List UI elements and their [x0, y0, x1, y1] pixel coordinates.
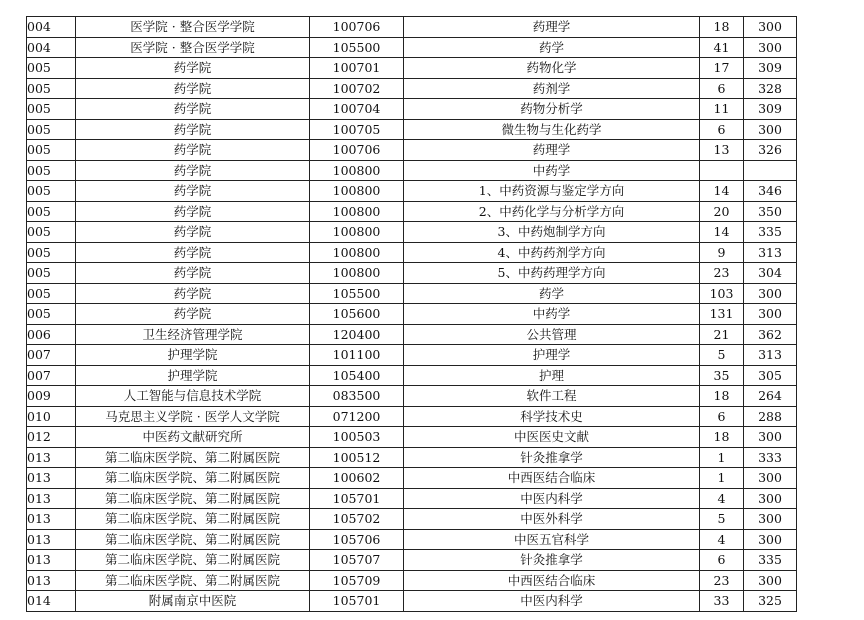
score-line-cell: 300 — [744, 529, 797, 550]
college-name-cell: 第二临床医学院、第二附属医院 — [76, 468, 310, 489]
major-name-cell: 药物化学 — [404, 58, 700, 79]
major-code-cell: 100800 — [310, 201, 404, 222]
score-line-cell: 305 — [744, 365, 797, 386]
college-code-cell: 013 — [27, 529, 76, 550]
college-name-cell: 药学院 — [76, 119, 310, 140]
college-code-cell: 006 — [27, 324, 76, 345]
major-code-cell: 100800 — [310, 160, 404, 181]
table-row — [27, 345, 797, 366]
college-name-cell: 医学院 · 整合医学学院 — [76, 17, 310, 38]
score-line-cell — [744, 160, 797, 181]
enrollment-count-cell: 6 — [700, 78, 744, 99]
score-line-cell: 309 — [744, 99, 797, 120]
college-code-cell: 005 — [27, 78, 76, 99]
major-name-cell: 公共管理 — [404, 324, 700, 345]
major-code-cell: 100800 — [310, 242, 404, 263]
score-line-cell: 328 — [744, 78, 797, 99]
major-code-cell: 100701 — [310, 58, 404, 79]
enrollment-count-cell: 14 — [700, 222, 744, 243]
score-line-cell: 326 — [744, 140, 797, 161]
college-name-cell: 药学院 — [76, 140, 310, 161]
college-name-cell: 药学院 — [76, 222, 310, 243]
college-name-cell: 药学院 — [76, 181, 310, 202]
table-row — [27, 283, 797, 304]
major-name-cell: 针灸推拿学 — [404, 447, 700, 468]
college-name-cell: 药学院 — [76, 201, 310, 222]
major-name-cell: 中医医史文献 — [404, 427, 700, 448]
score-line-cell: 300 — [744, 17, 797, 38]
enrollment-count-cell: 131 — [700, 304, 744, 325]
major-name-cell: 3、中药炮制学方向 — [404, 222, 700, 243]
major-name-cell: 药理学 — [404, 140, 700, 161]
major-code-cell: 100503 — [310, 427, 404, 448]
enrollment-count-cell: 4 — [700, 529, 744, 550]
enrollment-count-cell: 23 — [700, 570, 744, 591]
score-line-cell: 335 — [744, 550, 797, 571]
major-code-cell: 120400 — [310, 324, 404, 345]
college-name-cell: 护理学院 — [76, 365, 310, 386]
major-name-cell: 中药学 — [404, 304, 700, 325]
enrollment-count-cell: 5 — [700, 345, 744, 366]
college-code-cell: 005 — [27, 201, 76, 222]
score-line-cell: 264 — [744, 386, 797, 407]
score-line-cell: 288 — [744, 406, 797, 427]
college-code-cell: 013 — [27, 488, 76, 509]
major-code-cell: 105702 — [310, 509, 404, 530]
major-name-cell: 护理 — [404, 365, 700, 386]
college-code-cell: 005 — [27, 304, 76, 325]
major-name-cell: 中医内科学 — [404, 591, 700, 612]
college-code-cell: 013 — [27, 447, 76, 468]
score-line-cell: 300 — [744, 509, 797, 530]
major-code-cell: 105500 — [310, 37, 404, 58]
enrollment-count-cell: 4 — [700, 488, 744, 509]
major-code-cell: 100705 — [310, 119, 404, 140]
college-code-cell: 004 — [27, 37, 76, 58]
table-row — [27, 488, 797, 509]
enrollment-count-cell: 35 — [700, 365, 744, 386]
major-code-cell: 100512 — [310, 447, 404, 468]
enrollment-count-cell: 1 — [700, 468, 744, 489]
table-row — [27, 263, 797, 284]
college-code-cell: 005 — [27, 99, 76, 120]
college-name-cell: 医学院 · 整合医学学院 — [76, 37, 310, 58]
table-row — [27, 119, 797, 140]
enrollment-count-cell: 103 — [700, 283, 744, 304]
enrollment-count-cell: 18 — [700, 386, 744, 407]
major-code-cell: 100706 — [310, 140, 404, 161]
college-name-cell: 药学院 — [76, 283, 310, 304]
score-line-cell: 300 — [744, 119, 797, 140]
table-row — [27, 160, 797, 181]
enrollment-count-cell: 17 — [700, 58, 744, 79]
major-code-cell: 083500 — [310, 386, 404, 407]
table-row — [27, 365, 797, 386]
college-name-cell: 药学院 — [76, 99, 310, 120]
score-line-cell: 333 — [744, 447, 797, 468]
college-name-cell: 马克思主义学院 · 医学人文学院 — [76, 406, 310, 427]
major-name-cell: 中医外科学 — [404, 509, 700, 530]
major-code-cell: 100702 — [310, 78, 404, 99]
major-code-cell: 100800 — [310, 222, 404, 243]
enrollment-count-cell: 18 — [700, 427, 744, 448]
major-name-cell: 中医五官科学 — [404, 529, 700, 550]
table-row — [27, 468, 797, 489]
major-name-cell: 1、中药资源与鉴定学方向 — [404, 181, 700, 202]
major-code-cell: 105400 — [310, 365, 404, 386]
table-row — [27, 201, 797, 222]
major-name-cell: 药剂学 — [404, 78, 700, 99]
table-row — [27, 550, 797, 571]
college-code-cell: 013 — [27, 570, 76, 591]
enrollment-count-cell: 20 — [700, 201, 744, 222]
college-name-cell: 第二临床医学院、第二附属医院 — [76, 447, 310, 468]
table-row — [27, 509, 797, 530]
score-line-cell: 362 — [744, 324, 797, 345]
college-name-cell: 第二临床医学院、第二附属医院 — [76, 570, 310, 591]
major-code-cell: 105701 — [310, 488, 404, 509]
major-code-cell: 100602 — [310, 468, 404, 489]
major-name-cell: 药学 — [404, 37, 700, 58]
table-row — [27, 140, 797, 161]
major-name-cell: 中医内科学 — [404, 488, 700, 509]
major-code-cell: 100706 — [310, 17, 404, 38]
major-name-cell: 2、中药化学与分析学方向 — [404, 201, 700, 222]
college-code-cell: 005 — [27, 222, 76, 243]
major-name-cell: 药学 — [404, 283, 700, 304]
major-name-cell: 护理学 — [404, 345, 700, 366]
table-row — [27, 304, 797, 325]
college-name-cell: 药学院 — [76, 78, 310, 99]
score-line-cell: 350 — [744, 201, 797, 222]
table-row — [27, 78, 797, 99]
enrollment-count-cell: 5 — [700, 509, 744, 530]
table-row — [27, 99, 797, 120]
major-code-cell: 100800 — [310, 263, 404, 284]
college-code-cell: 007 — [27, 345, 76, 366]
college-code-cell: 005 — [27, 181, 76, 202]
score-line-cell: 300 — [744, 283, 797, 304]
enrollment-count-cell: 14 — [700, 181, 744, 202]
table-row — [27, 242, 797, 263]
college-name-cell: 药学院 — [76, 242, 310, 263]
major-name-cell: 中西医结合临床 — [404, 468, 700, 489]
enrollment-count-cell: 13 — [700, 140, 744, 161]
major-name-cell: 针灸推拿学 — [404, 550, 700, 571]
major-code-cell: 071200 — [310, 406, 404, 427]
enrollment-count-cell: 6 — [700, 406, 744, 427]
college-name-cell: 药学院 — [76, 160, 310, 181]
college-name-cell: 药学院 — [76, 58, 310, 79]
major-code-cell: 101100 — [310, 345, 404, 366]
enrollment-count-cell: 21 — [700, 324, 744, 345]
college-name-cell: 药学院 — [76, 304, 310, 325]
admission-score-table — [26, 16, 797, 612]
enrollment-count-cell: 6 — [700, 119, 744, 140]
enrollment-count-cell: 41 — [700, 37, 744, 58]
college-name-cell: 护理学院 — [76, 345, 310, 366]
score-line-cell: 300 — [744, 488, 797, 509]
score-line-cell: 300 — [744, 570, 797, 591]
college-code-cell: 005 — [27, 283, 76, 304]
enrollment-count-cell: 6 — [700, 550, 744, 571]
college-name-cell: 药学院 — [76, 263, 310, 284]
major-name-cell: 中西医结合临床 — [404, 570, 700, 591]
college-code-cell: 013 — [27, 509, 76, 530]
table-body — [27, 17, 797, 612]
score-line-cell: 313 — [744, 345, 797, 366]
major-code-cell: 105500 — [310, 283, 404, 304]
score-line-cell: 309 — [744, 58, 797, 79]
major-code-cell: 100800 — [310, 181, 404, 202]
college-code-cell: 010 — [27, 406, 76, 427]
major-code-cell: 105709 — [310, 570, 404, 591]
table-row — [27, 570, 797, 591]
college-code-cell: 007 — [27, 365, 76, 386]
major-name-cell: 4、中药药剂学方向 — [404, 242, 700, 263]
enrollment-count-cell — [700, 160, 744, 181]
college-name-cell: 附属南京中医院 — [76, 591, 310, 612]
major-name-cell: 科学技术史 — [404, 406, 700, 427]
college-code-cell: 004 — [27, 17, 76, 38]
enrollment-count-cell: 18 — [700, 17, 744, 38]
college-name-cell: 第二临床医学院、第二附属医院 — [76, 509, 310, 530]
major-name-cell: 软件工程 — [404, 386, 700, 407]
college-code-cell: 005 — [27, 58, 76, 79]
major-name-cell: 微生物与生化药学 — [404, 119, 700, 140]
score-line-cell: 300 — [744, 468, 797, 489]
table-row — [27, 447, 797, 468]
enrollment-count-cell: 33 — [700, 591, 744, 612]
score-line-cell: 335 — [744, 222, 797, 243]
table-row — [27, 386, 797, 407]
college-name-cell: 人工智能与信息技术学院 — [76, 386, 310, 407]
college-code-cell: 005 — [27, 242, 76, 263]
college-name-cell: 第二临床医学院、第二附属医院 — [76, 488, 310, 509]
score-line-cell: 300 — [744, 427, 797, 448]
college-code-cell: 005 — [27, 160, 76, 181]
college-name-cell: 中医药文献研究所 — [76, 427, 310, 448]
college-code-cell: 012 — [27, 427, 76, 448]
major-code-cell: 100704 — [310, 99, 404, 120]
table-row — [27, 17, 797, 38]
enrollment-count-cell: 1 — [700, 447, 744, 468]
table-row — [27, 427, 797, 448]
score-line-cell: 300 — [744, 304, 797, 325]
table-row — [27, 37, 797, 58]
table-row — [27, 591, 797, 612]
major-name-cell: 药物分析学 — [404, 99, 700, 120]
major-code-cell: 105701 — [310, 591, 404, 612]
major-code-cell: 105706 — [310, 529, 404, 550]
college-code-cell: 013 — [27, 550, 76, 571]
table-row — [27, 406, 797, 427]
college-code-cell: 005 — [27, 119, 76, 140]
enrollment-count-cell: 9 — [700, 242, 744, 263]
score-line-cell: 304 — [744, 263, 797, 284]
college-name-cell: 第二临床医学院、第二附属医院 — [76, 529, 310, 550]
table-row — [27, 222, 797, 243]
score-line-cell: 313 — [744, 242, 797, 263]
major-name-cell: 5、中药药理学方向 — [404, 263, 700, 284]
college-name-cell: 第二临床医学院、第二附属医院 — [76, 550, 310, 571]
major-name-cell: 药理学 — [404, 17, 700, 38]
table-row — [27, 324, 797, 345]
major-name-cell: 中药学 — [404, 160, 700, 181]
major-code-cell: 105707 — [310, 550, 404, 571]
major-code-cell: 105600 — [310, 304, 404, 325]
college-code-cell: 005 — [27, 263, 76, 284]
enrollment-count-cell: 11 — [700, 99, 744, 120]
score-line-cell: 300 — [744, 37, 797, 58]
college-code-cell: 009 — [27, 386, 76, 407]
college-name-cell: 卫生经济管理学院 — [76, 324, 310, 345]
college-code-cell: 013 — [27, 468, 76, 489]
enrollment-count-cell: 23 — [700, 263, 744, 284]
table-row — [27, 58, 797, 79]
college-code-cell: 014 — [27, 591, 76, 612]
table-row — [27, 181, 797, 202]
score-line-cell: 346 — [744, 181, 797, 202]
table-row — [27, 529, 797, 550]
college-code-cell: 005 — [27, 140, 76, 161]
score-line-cell: 325 — [744, 591, 797, 612]
